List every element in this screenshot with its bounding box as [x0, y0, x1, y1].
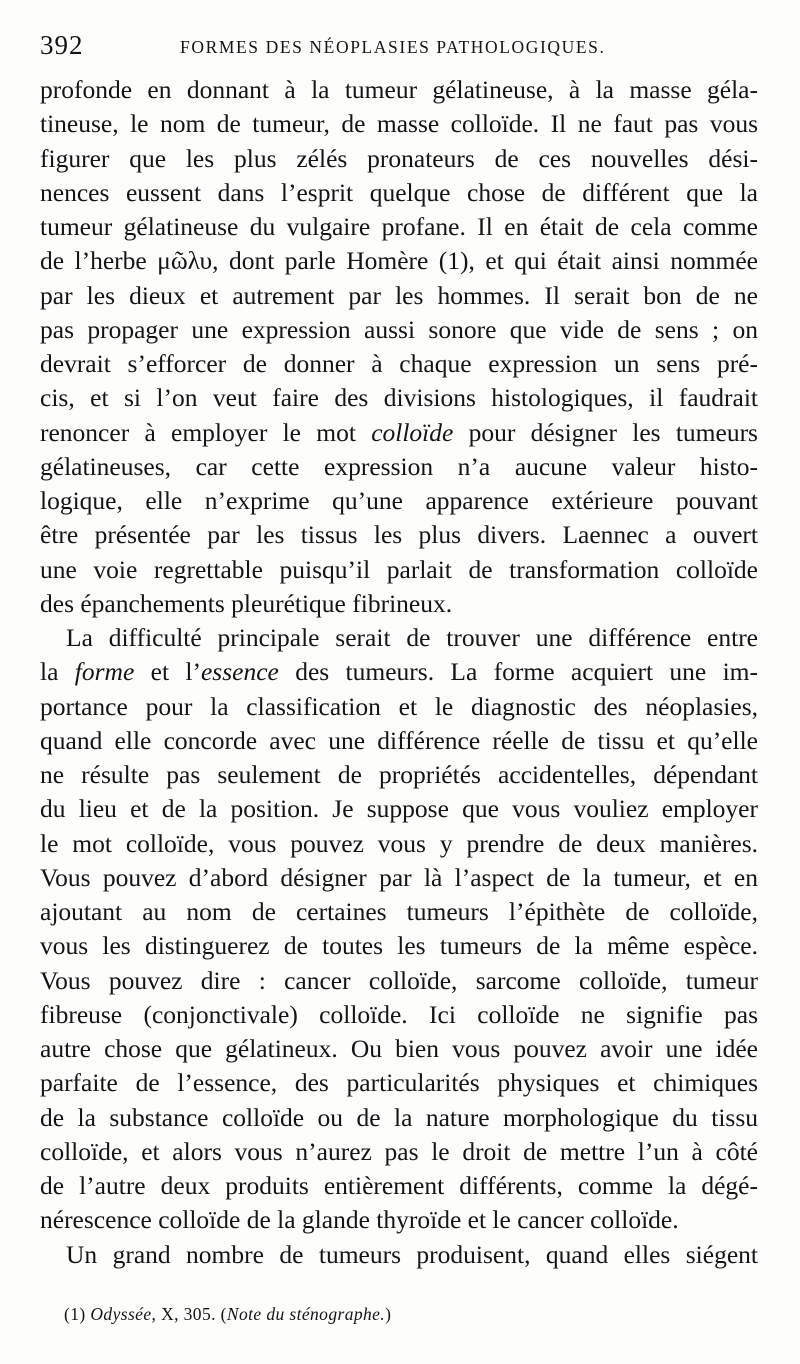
text-line: nences eussent dans l’esprit quelque chose de différent que la	[40, 177, 758, 207]
text-line: Vous pouvez dire : cancer colloïde, sarcome colloïde, tumeur	[40, 965, 758, 995]
text-line: ajoutant au nom de certaines tumeurs l’épithète de colloïde,	[40, 897, 758, 926]
text-line: logique, elle n’exprime qu’une apparence extérieure pouvant	[40, 486, 758, 515]
text-line: de la substance colloïde ou de la nature morphologique du tissu	[40, 1102, 758, 1132]
paragraph-first-line: La difficulté principale serait de trouver une différence entre	[66, 623, 758, 652]
text-line: ne résulte pas seulement de propriétés accidentelles, dépendant	[40, 760, 758, 789]
text-line: devrait s’efforcer de donner à chaque expression un sens pré-	[40, 349, 758, 378]
paragraph-first-line: Un grand nombre de tumeurs produisent, quand elles siégent	[66, 1239, 758, 1269]
body-text	[40, 73, 758, 1272]
text-line: de l’herbe μῶλυ, dont parle Homère (1), et qui était ainsi nommée	[40, 246, 758, 276]
text-line: autre chose que gélatineux. Ou bien vous pouvez avoir une idée	[40, 1034, 758, 1063]
text-line: tumeur gélatineuse du vulgaire profane. Il en était de cela comme	[40, 212, 758, 241]
text-line: une voie regrettable puisqu’il parlait de transformation colloïde	[40, 554, 758, 584]
footnote	[64, 1304, 664, 1325]
text-line-with-italic	[40, 655, 758, 689]
text-line: quand elle concorde avec une différence réelle de tissu et qu’elle	[40, 725, 758, 755]
line-fragment: pour désigner les tumeurs	[453, 417, 758, 447]
text-line: être présentée par les tissus les plus divers. Laennec a ouvert	[40, 520, 758, 550]
text-line: colloïde, et alors vous n’aurez pas le droit de mettre l’un à côté	[40, 1136, 758, 1166]
line-fragment: et l’	[134, 657, 201, 687]
running-title: FORMES DES NÉOPLASIES PATHOLOGIQUES.	[180, 37, 606, 57]
line-fragment: la	[40, 657, 75, 687]
text-line-with-italic	[40, 416, 758, 450]
text-line: profonde en donnant à la tumeur gélatineuse, à la masse géla-	[40, 75, 758, 104]
page-number: 392	[40, 30, 84, 60]
text-line: figurer que les plus zélés pronateurs de ces nouvelles dési-	[40, 143, 758, 173]
paragraph-end-line: des épanchements pleurétique fibrineux.	[40, 588, 453, 618]
text-line: Vous pouvez d’abord désigner par là l’aspect de la tumeur, et en	[40, 862, 758, 892]
line-fragment: des tumeurs. La forme acquiert une im-	[278, 657, 758, 687]
footnote-note: Note du sténographe.	[226, 1304, 386, 1324]
text-line: fibreuse (conjonctivale) colloïde. Ici colloïde ne signifie pas	[40, 999, 758, 1029]
text-line: parfaite de l’essence, des particularités physiques et chimiques	[40, 1068, 758, 1098]
text-line: pas propager une expression aussi sonore que vide de sens ; on	[40, 314, 758, 344]
italic-term: essence	[200, 657, 279, 687]
line-fragment: renoncer à employer le mot	[40, 417, 372, 447]
footnote-reference: , X, 305. (	[151, 1304, 227, 1324]
text-line: tineuse, le nom de tumeur, de masse colloïde. Il ne faut pas vous	[40, 109, 758, 139]
running-header	[40, 30, 770, 66]
text-line: portance pour la classification et le diagnostic des néoplasies,	[40, 691, 758, 721]
footnote-marker: (1)	[64, 1304, 91, 1324]
text-line: cis, et si l’on veut faire des divisions histologiques, il faudrait	[40, 383, 758, 413]
footnote-work-title: Odyssée	[90, 1304, 152, 1324]
text-line: le mot colloïde, vous pouvez vous y prendre de deux manières.	[40, 828, 758, 858]
text-line: de l’autre deux produits entièrement différents, comme la dégé-	[40, 1171, 758, 1200]
text-line: par les dieux et autrement par les hommes. Il serait bon de ne	[40, 280, 758, 310]
text-line: gélatineuses, car cette expression n’a aucune valeur histo-	[40, 451, 758, 481]
text-line: du lieu et de la position. Je suppose que vous vouliez employer	[40, 794, 758, 824]
text-line: vous les distinguerez de toutes les tumeurs de la même espèce.	[40, 931, 758, 961]
paragraph-end-line: nérescence colloïde de la glande thyroïde et le cancer colloïde.	[40, 1205, 679, 1235]
italic-term: forme	[74, 657, 135, 687]
footnote-close: )	[385, 1304, 392, 1324]
italic-term: colloïde	[371, 417, 454, 447]
